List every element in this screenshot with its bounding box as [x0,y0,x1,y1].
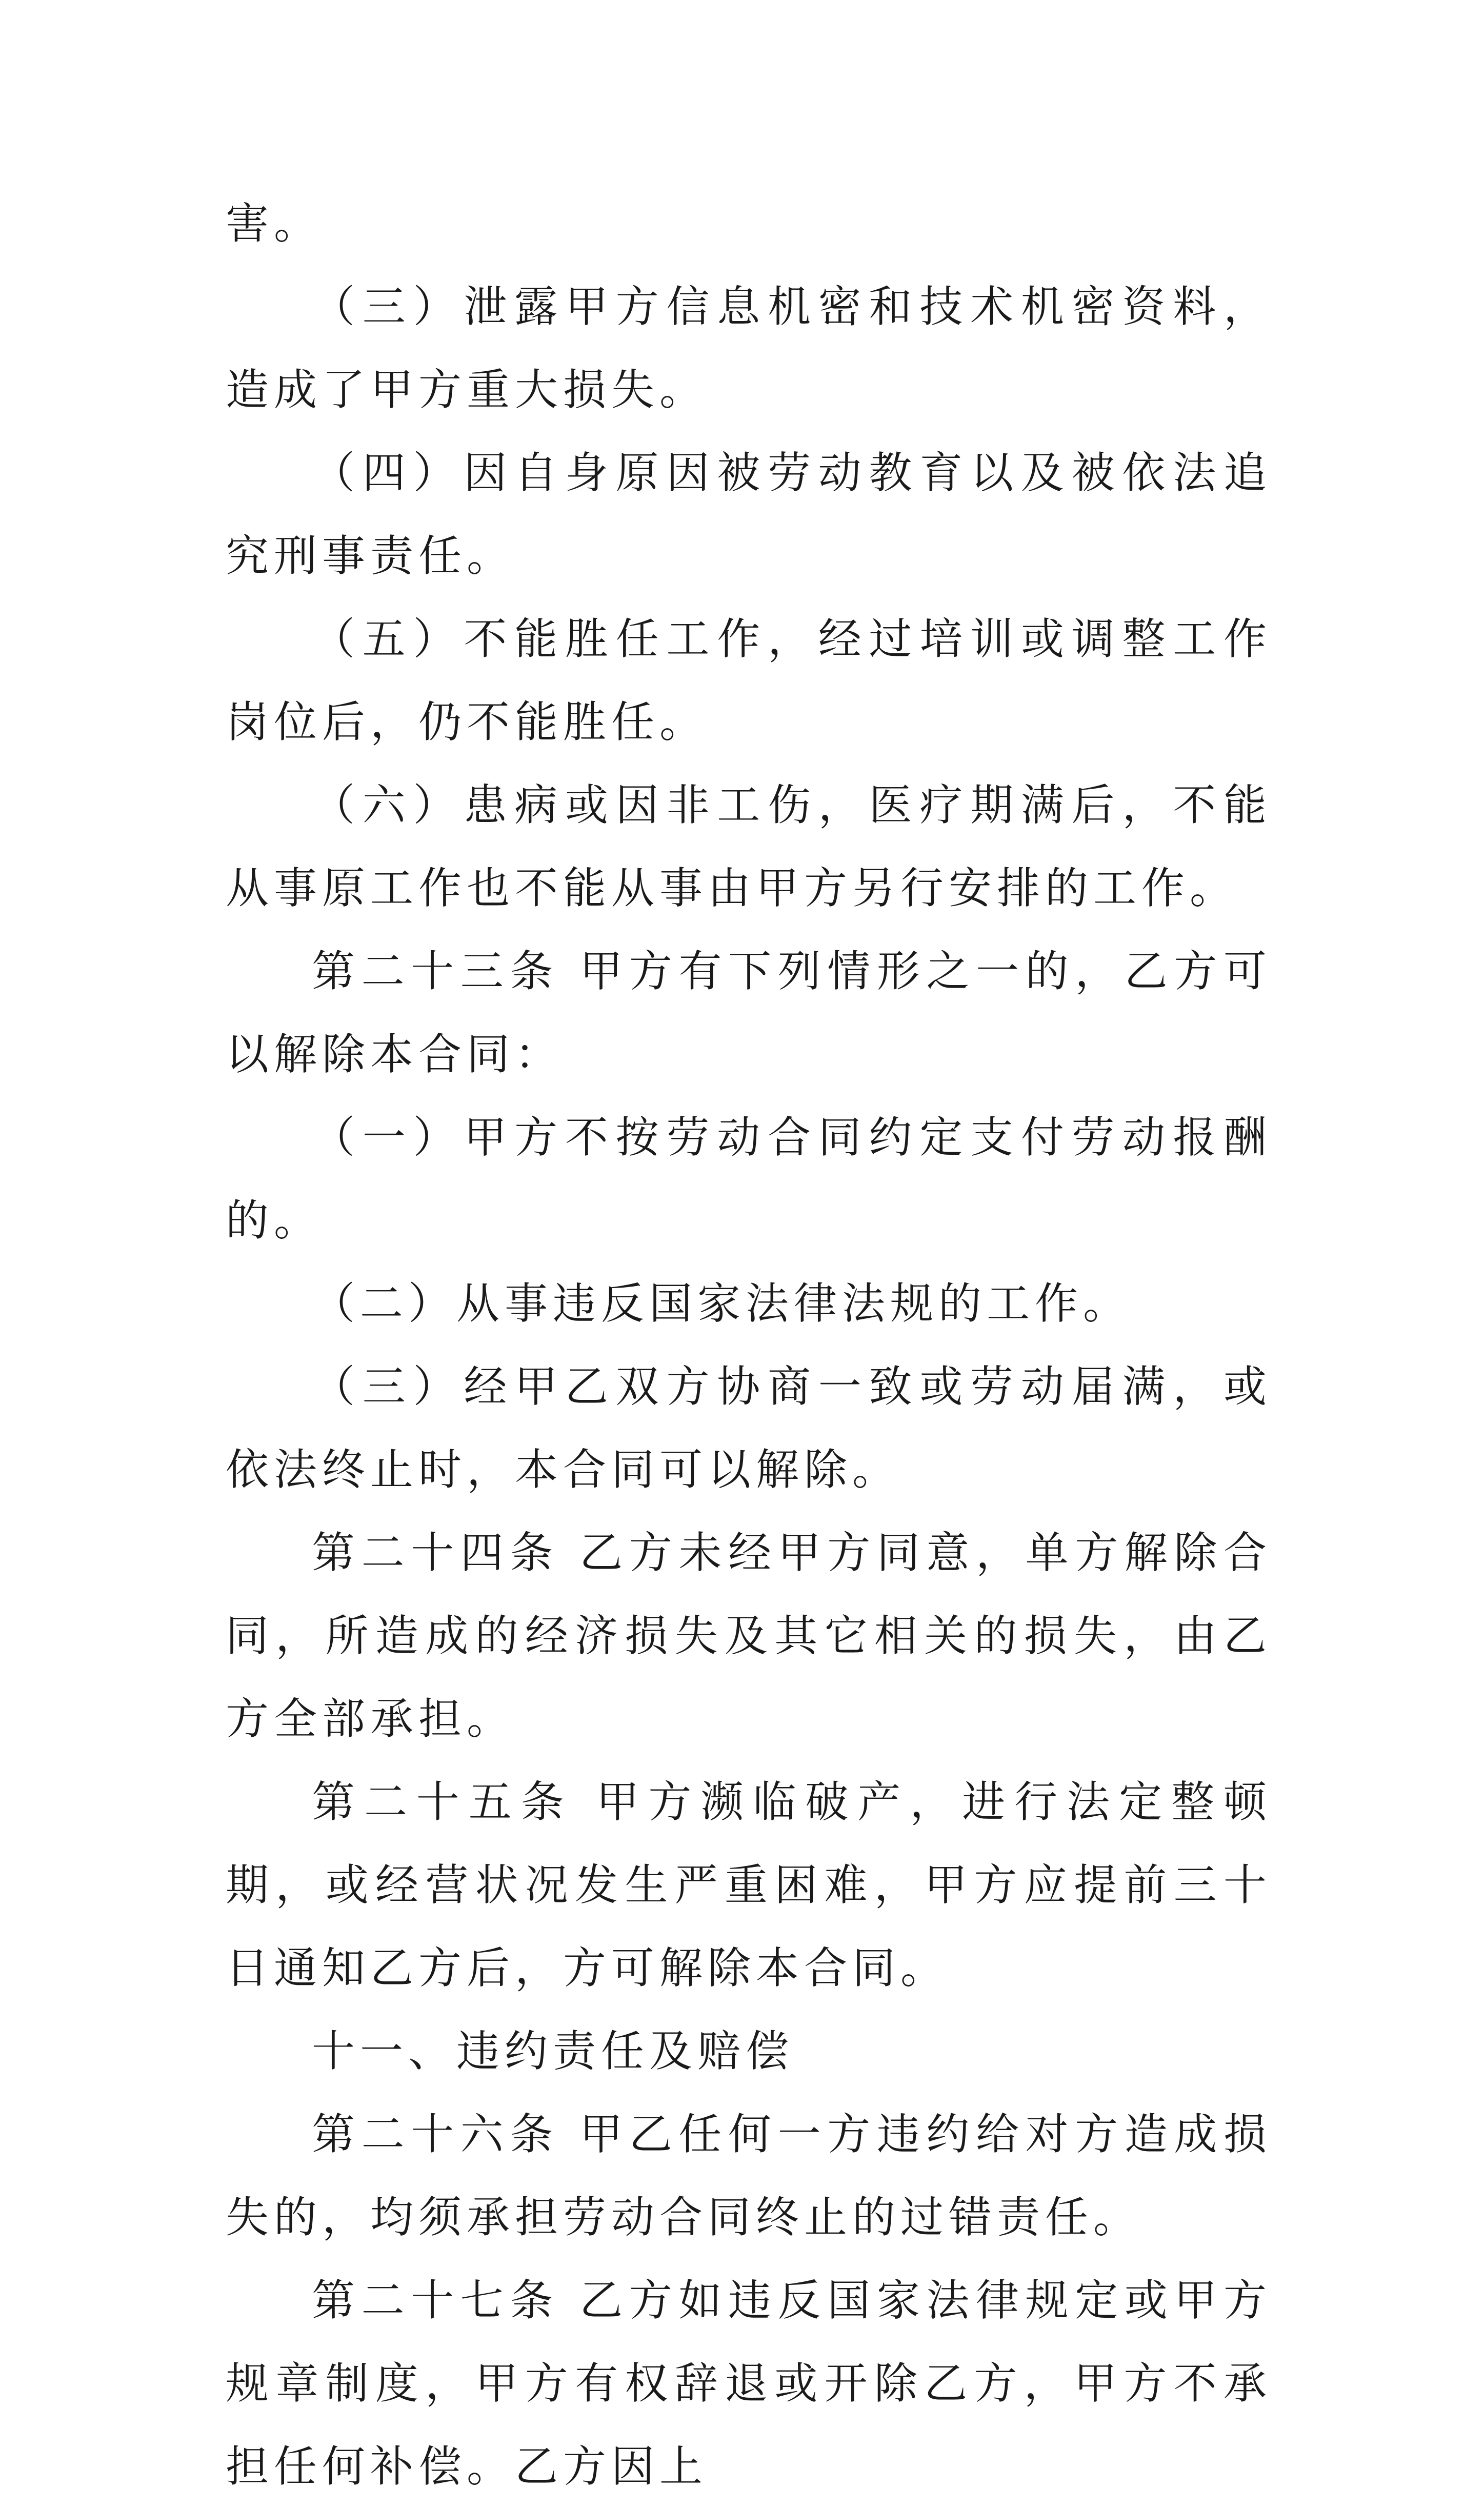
paragraph-item-3-leak-secrets: （三）泄露甲方信息机密和技术机密资料，造成了甲方重大损失。 [226,282,1272,415]
paragraph-article-23-item-1: （一）甲方不按劳动合同约定支付劳动报酬的。 [226,1112,1272,1246]
paragraph-item-4-criminal-liability: （四）因自身原因被劳动教育以及被依法追究刑事责任。 [226,448,1272,581]
paragraph-article-27: 第二十七条 乙方如违反国家法律规定或甲方规章制度，甲方有权辞退或开除乙方，甲方不承担任何补偿。乙方因上 [226,2275,1272,2492]
paragraph-continuation: 害。 [226,198,323,249]
paragraph-article-23-item-2: （二）从事违反国家法律法规的工作。 [312,1278,1132,1329]
paragraph-article-23-item-3: （三）经甲乙双方协商一致或劳动届满，或依法终止时，本合同可以解除。 [226,1361,1272,1495]
paragraph-item-5-incompetence: （五）不能胜任工作，经过培训或调整工作岗位后，仍不能胜任。 [226,614,1272,747]
paragraph-article-23: 第二十三条 甲方有下列情形之一的，乙方可以解除本合同： [226,946,1272,1079]
paragraph-article-26: 第二十六条 甲乙任何一方违约给对方造成损失的，均须承担劳动合同终止的过错责任。 [226,2109,1272,2242]
paragraph-article-24: 第二十四条 乙方未经甲方同意，单方解除合同，所造成的经济损失及其它相关的损失，由乙方全部承担。 [226,1528,1272,1744]
document-body [226,182,1272,2508]
section-heading-11: 十一、违约责任及赔偿 [312,2026,794,2076]
paragraph-article-25: 第二十五条 甲方濒临破产，进行法定整顿期，或经营状况发生严重困难，甲方应提前三十日通知乙方后，方可解除本合同。 [226,1777,1272,1993]
paragraph-item-6-illness: （六）患病或因非工伤，医疗期满后，不能从事原工作也不能从事由甲方另行安排的工作。 [226,780,1272,913]
